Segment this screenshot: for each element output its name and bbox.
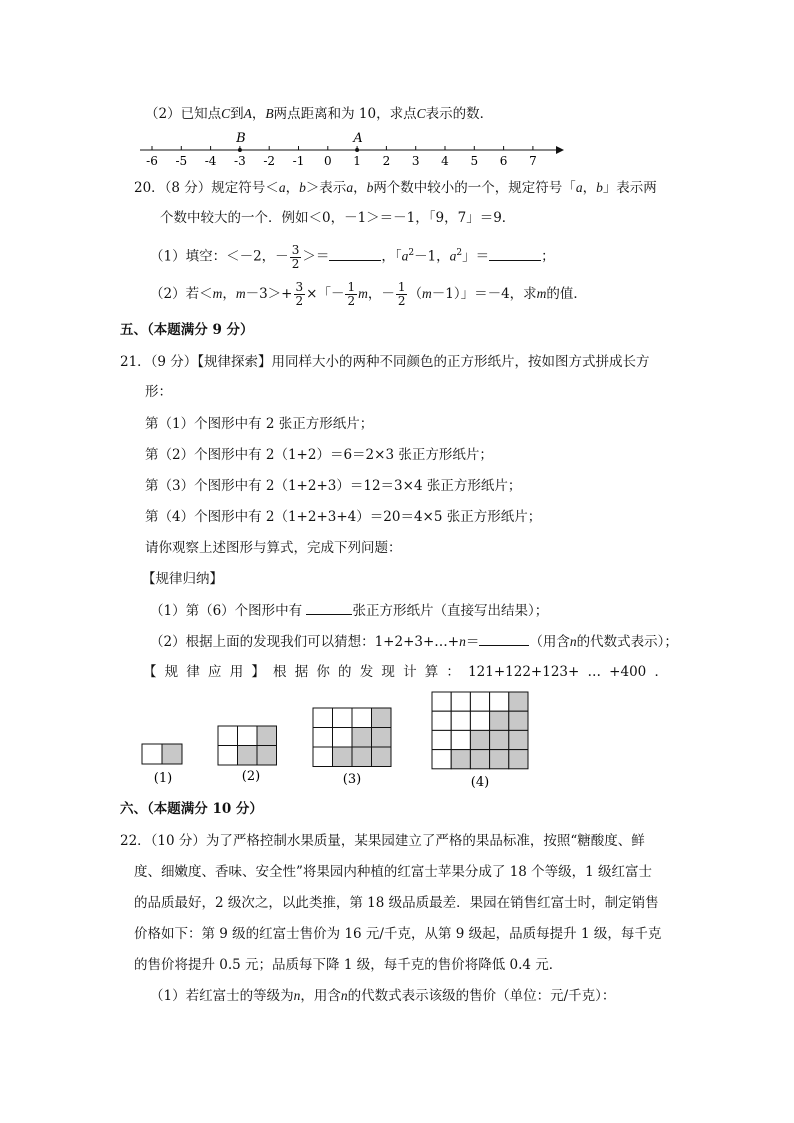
white-square: [470, 711, 489, 730]
white-square: [470, 692, 489, 711]
point-b-marker: [238, 148, 242, 152]
white-square: [218, 726, 238, 746]
q21-row: 第（1）个图形中有 2 张正方形纸片；: [145, 416, 374, 432]
white-square: [238, 726, 258, 746]
answer-blank[interactable]: [479, 631, 529, 646]
q22-line1: 22．（10 分）为了严格控制水果质量，某果园建立了严格的果品标准，按照“糖酸度、鲜: [120, 833, 645, 849]
q21-line2: 形：: [145, 384, 172, 400]
q20-part1: （1）填空：＜－2，－ $\frac{3}{2}$ ＞＝ ，「$a^2-1$，$a^2$」＝ ；: [150, 242, 555, 271]
white-square: [313, 747, 333, 767]
q21-question1: （1）第（6）个图形中有 张正方形纸片（直接写出结果）；: [150, 600, 548, 621]
number-line-tick-label: 7: [529, 154, 537, 168]
white-square: [352, 708, 372, 728]
number-line-tick-label: 1: [353, 154, 361, 168]
grey-square: [490, 730, 509, 749]
grey-square: [509, 730, 528, 749]
grey-square: [372, 728, 392, 748]
number-line-tick-label: 3: [411, 154, 420, 168]
section-6-title: 六、（本题满分 10 分）: [120, 801, 263, 817]
white-square: [432, 750, 451, 769]
q21-induct: 【规律归纳】: [142, 571, 223, 587]
fraction: $\frac{1}{2}$: [347, 280, 356, 308]
grey-square: [238, 746, 258, 766]
number-line-tick-label: 0: [323, 154, 332, 168]
q19-part2: （2）已知点C到A，B两点距离和为 10，求点C表示的数．: [145, 106, 494, 122]
q22-line4: 价格如下：第 9 级的红富士售价为 16 元/千克，从第 9 级起，品质每提升 1 级，每千克: [134, 926, 662, 942]
point-b-label: B: [236, 131, 246, 146]
white-square: [313, 728, 333, 748]
white-square: [333, 708, 353, 728]
number-line-tick-label: 2: [382, 154, 391, 168]
number-line-tick-label: -1: [292, 154, 305, 168]
white-square: [451, 730, 470, 749]
answer-blank[interactable]: [306, 600, 352, 615]
number-line-tick-label: -3: [234, 154, 246, 168]
q22-line3: 的品质最好，2 级次之，以此类推，第 18 级品质最差．果园在销售红富士时，制定销售: [134, 895, 659, 911]
grey-square: [372, 708, 392, 728]
white-square: [432, 692, 451, 711]
grey-square: [162, 744, 182, 764]
q20-line1: 20．（8 分）规定符号＜a，b＞表示a，b两个数中较小的一个，规定符号「a，b」表示两: [134, 180, 657, 196]
fraction: $\frac{1}{2}$: [397, 280, 406, 308]
q22-part1: （1）若红富士的等级为n，用含n的代数式表示该级的售价（单位：元/千克）：: [150, 988, 616, 1004]
q22-line2: 度、细嫩度、香味、安全性”将果园内种植的红富士苹果分成了 18 个等级，1 级红富士: [134, 864, 653, 880]
white-square: [432, 711, 451, 730]
fraction: $\frac{3}{2}$: [295, 280, 304, 308]
grey-square: [257, 726, 277, 746]
figure-label: (4): [470, 775, 490, 790]
white-square: [451, 692, 470, 711]
q21-line1: 21．（9 分）【规律探索】用同样大小的两种不同颜色的正方形纸片，按如图方式拼成长方: [120, 354, 650, 370]
answer-blank[interactable]: [489, 246, 541, 261]
grey-square: [509, 692, 528, 711]
grey-square: [333, 747, 353, 767]
q20-line2: 个数中较大的一个．例如＜0，－1＞＝－1，「9，7」＝9．: [160, 210, 516, 226]
number-line-tick-label: 4: [441, 154, 449, 168]
number-line-tick-label: -6: [146, 154, 158, 168]
q21-row: 第（4）个图形中有 2（1+2+3+4）＝20＝4×5 张正方形纸片；: [145, 509, 542, 525]
white-square: [313, 708, 333, 728]
q22-line5: 的售价将提升 0.5 元；品质每下降 1 级，每千克的售价将降低 0.4 元．: [134, 957, 563, 973]
white-square: [451, 711, 470, 730]
answer-blank[interactable]: [329, 246, 381, 261]
q20-part2: （2）若＜m，m－3＞+ $\frac{3}{2}$ ×「－ $\frac{1}{2}$ m，－ $\frac{1}{2}$ （m－1）」＝－4，求m的值．: [150, 280, 587, 308]
white-square: [218, 746, 238, 766]
grey-square: [372, 747, 392, 767]
figure-label: (2): [241, 769, 261, 784]
grey-square: [352, 728, 372, 748]
figure-label: (1): [153, 771, 173, 786]
q21-row: 第（3）个图形中有 2（1+2+3）＝12＝3×4 张正方形纸片；: [145, 478, 522, 494]
number-line-tick-label: -5: [175, 154, 188, 168]
q21-question2: （2）根据上面的发现我们可以猜想：1+2+3+…+n＝ （用含n的代数式表示）；: [150, 631, 678, 652]
section-5-title: 五、（本题满分 9 分）: [120, 322, 254, 338]
number-line-tick-label: -2: [263, 154, 276, 168]
figure-label: (3): [342, 772, 362, 787]
grey-square: [352, 747, 372, 767]
point-a-label: A: [353, 131, 363, 146]
grey-square: [509, 711, 528, 730]
grey-square: [490, 711, 509, 730]
number-line: [138, 128, 568, 170]
number-line-tick-label: 5: [470, 154, 479, 168]
fraction: $\frac{3}{2}$: [291, 242, 300, 271]
grey-square: [470, 750, 489, 769]
q21-row: 第（2）个图形中有 2（1+2）＝6＝2×3 张正方形纸片；: [145, 447, 493, 463]
grey-square: [257, 746, 277, 766]
grey-square: [509, 750, 528, 769]
q21-observe: 请你观察上述图形与算式，完成下列问题：: [145, 540, 402, 556]
square-figures: [138, 688, 538, 790]
grey-square: [451, 750, 470, 769]
number-line-tick-label: -4: [204, 154, 217, 168]
white-square: [490, 692, 509, 711]
grey-square: [490, 750, 509, 769]
grey-square: [470, 730, 489, 749]
white-square: [142, 744, 162, 764]
white-square: [333, 728, 353, 748]
number-line-tick-label: 6: [499, 154, 508, 168]
q21-apply: 【 规 律 应 用 】 根 据 你 的 发 现 计 算 ： 121+122+123+ … +400 ．: [143, 664, 668, 680]
point-a-marker: [355, 148, 359, 152]
white-square: [432, 730, 451, 749]
